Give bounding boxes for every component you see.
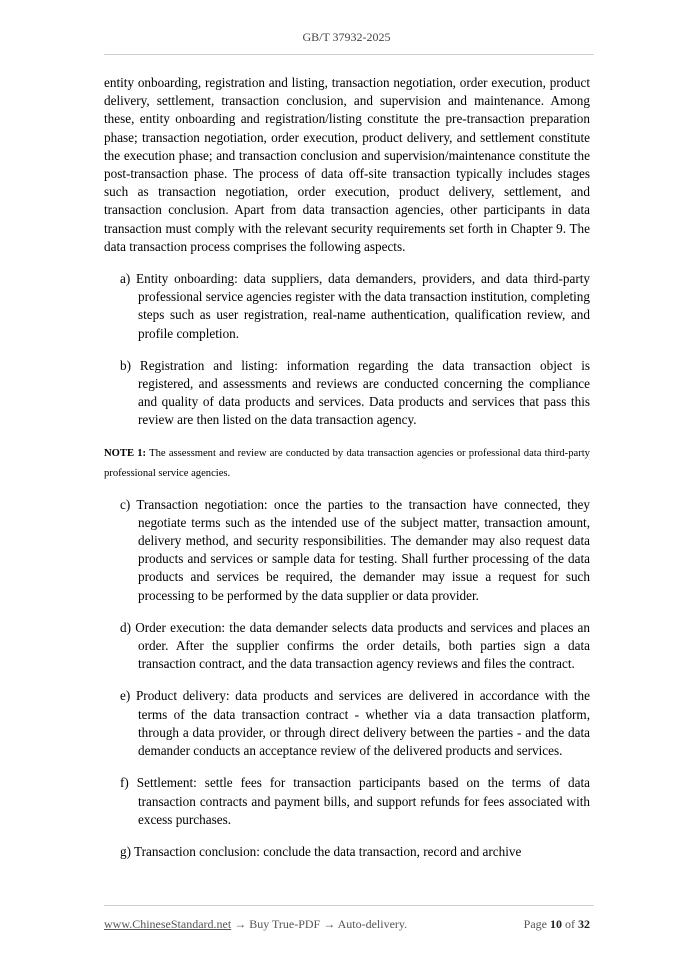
page-number (524, 917, 590, 932)
note-paragraph (104, 444, 590, 484)
intro-paragraph: entity onboarding, registration and listing, transaction negotiation, order execution, product delivery, settlement, transaction conclusion, and supervision and maintenance. Among these, entity onboarding and registration/listing constitute the pre-transaction preparation phase; transaction negotiation, order execution, product delivery, and settlement constitute the execution phase; and transaction conclusion and supervision/maintenance constitute the post-transaction phase. The process of data off-site transaction typically includes stages such as transaction negotiation, order execution, product delivery, settlement, and transaction conclusion. Apart from data transaction agencies, other participants in data transaction must comply with the relevant security requirements set forth in Chapter 9. The data transaction process comprises the following aspects. (104, 75, 590, 254)
list-item-e: e) Product delivery: data products and services are delivered in accordance with the terms of the data transaction contract - whether via a data transaction platform, through a data provider, or through direct delivery between the parties - and the data demander conducts an acceptance review of the delivered products and services. (120, 688, 590, 759)
list-item-g: g) Transaction conclusion: conclude the data transaction, record and archive (120, 843, 522, 859)
note-text: The assessment and review are conducted by data transaction agencies or professional data third-party professional service agencies. (104, 447, 590, 479)
list-item-a: a) Entity onboarding: data suppliers, data demanders, providers, and data third-party professional service agencies register with the data transaction institution, completing steps such as user registration, real-name authentication, qualification review, and profile completion. (120, 271, 590, 341)
arrow-icon: → (320, 917, 338, 931)
header-divider (104, 54, 594, 55)
page-header (0, 30, 693, 45)
list-item-b: b) Registration and listing: information regarding the data transaction object is registered, and assessments and reviews are conducted concerning the compliance and quality of data products and services. Data products and services that pass this review are then listed on the data transaction agency. (120, 357, 590, 428)
list-item-c: c) Transaction negotiation: once the parties to the transaction have connected, they negotiate terms such as the intended use of the subject matter, transaction amount, delivery method, and security responsibilities. The demander may also request data products and services or sample data for testing. Shall further processing of the data products and services be required, the demander may issue a request for such processing to be performed by the data supplier or data provider. (120, 496, 590, 603)
page-total: 32 (578, 917, 590, 931)
note-label: NOTE 1: (104, 447, 147, 459)
site-link[interactable]: www.ChineseStandard.net (104, 917, 232, 931)
auto-delivery-text: Auto-delivery. (337, 917, 408, 931)
page-of: of (565, 917, 575, 931)
page-body (104, 74, 590, 875)
list-item-d: d) Order execution: the data demander selects data products and services and places an order. After the supplier confirms the order details, both parties sign a data transaction contract, and the data transaction agency reviews and files the contract. (120, 619, 590, 672)
arrow-icon: → (231, 917, 250, 931)
buy-pdf-link[interactable]: Buy True-PDF (249, 917, 321, 931)
page-current: 10 (550, 917, 562, 931)
footer-links (104, 917, 407, 932)
footer-divider (104, 905, 594, 906)
list-item-f: f) Settlement: settle fees for transaction participants based on the terms of data transaction contracts and payment bills, and support refunds for fees associated with excess purchases. (120, 775, 590, 827)
page-label: Page (523, 917, 547, 931)
standard-code: GB/T 37932-2025 (302, 30, 391, 44)
